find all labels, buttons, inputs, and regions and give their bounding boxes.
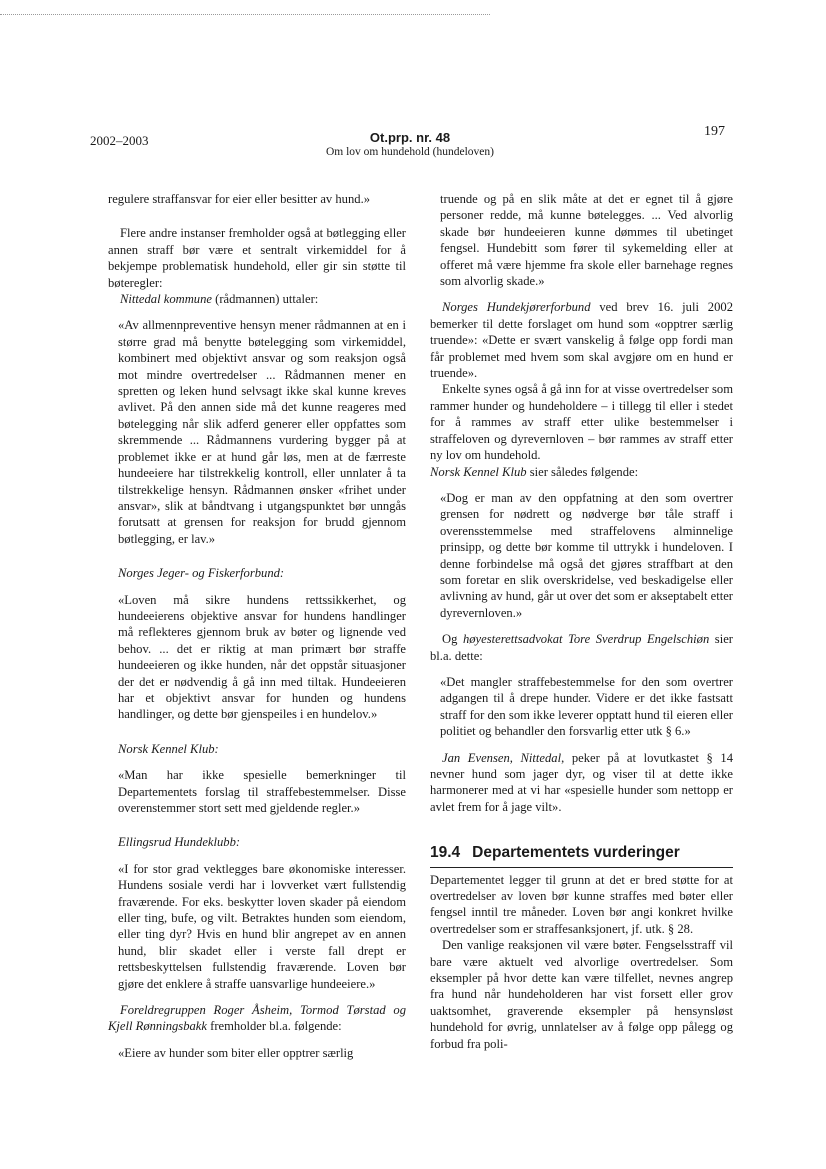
section-heading	[430, 845, 733, 867]
paragraph-nittedal-intro: Nittedal kommune (rådmannen) uttaler:	[120, 292, 319, 307]
paragraph-departementet-2: Den vanlige reaksjonen vil være bøter. Fengselsstraff vil bare være aktuelt ved alvorlige overtredelser. Som eksempler på hvor dette kan være tilfellet, nevnes angrep fra hund når hundeholderen har vist forsett eller grov uaktsomhet, graverende eksempler på hensynsløst hundehold for øvrig, unnlatelser av å følge opp pålegg og forbud fra poli-	[430, 938, 733, 1051]
quote-nittedal: «Av allmennpreventive hensyn mener rådmannen at en i større grad må benytte bøtelegging som virkemiddel, kombinert med objektivt ansvar og som reaksjon også mot mindre overtredelser ... Rådmannen mener en spretten og leken hund selvsagt ikke skal kunne kreves avlivet. På den annen side må det kunne reageres med bøtelegging når slik adferd generer eller oppfattes som skremmende ... Rådmannens vurdering bygger på at problemet ikke er at hund går løs, men at de færreste hundeeiere har tilstrekkelig kontroll, eller unnlater å ta tilstrekkelige hensyn. Rådmannen ønsker «frihet under ansvar», slik at båndtvang i utgangspunktet bør unngås forutsatt at grensen for reaksjon for brudd gjennom bøtlegging, er lav.»	[118, 318, 406, 546]
header-period: 2002–2003	[90, 133, 149, 148]
source-jeger-fisker: Norges Jeger- og Fiskerforbund:	[118, 566, 285, 581]
source-foreldregruppen: Foreldregruppen Roger Åsheim, Tormod Tørstad og Kjell Rønningsbakk	[108, 1003, 406, 1034]
quote-foreldregruppen-start: «Eiere av hunder som biter eller opptrer særlig	[118, 1045, 354, 1060]
quote-jeger-fisker: «Loven må sikre hundens rettssikkerhet, og hundeeierens objektive ansvar for hundens handlinger må reflekteres gjennom bruk av bøter og lignende ved behov. ... det er riktig at man primært bør straffe hundeeieren og ikke hunden, når det oppstår situasjoner der det er nødvendig å gå inn med tiltak. Hundeeieren har et objektivt ansvar for hunden og hundens handlinger, og dette bør gjenspeiles i en hundelov.»	[118, 592, 406, 722]
paragraph-foreldregruppen: Foreldregruppen Roger Åsheim, Tormod Tørstad og Kjell Rønningsbakk fremholder bl.a. følgende:	[108, 1003, 406, 1034]
paragraph-nkk-intro: Norsk Kennel Klub sier således følgende:	[430, 464, 639, 479]
paragraph-advokat-intro: Og høyesterettsadvokat Tore Sverdrup Engelschiøn sier bl.a. dette:	[430, 632, 733, 663]
source-evensen: Jan Evensen, Nittedal	[442, 750, 562, 765]
quote-ellingsrud: «I for stor grad vektlegges bare økonomiske interesser. Hundens sosiale verdi har i lovverket vært fullstendig fraværende. For eks. beskytter loven skader på eiendom eller ting, bufe, og vilt. Betraktes hunden som eiendom, eller ting dyr? Hvis en hund blir angrepet av en annen hund, blir skadet eller i verste fall drept er rettsbeskyttelsen fullstendig fraværende. Loven bør gjøre det enklere å straffe uansvarlige hundeeiere.»	[118, 861, 406, 991]
paragraph-evensen: Jan Evensen, Nittedal, peker på at lovutkastet § 14 nevner hund som jager dyr, og viser til at dette ikke harmonerer med at vi har «spesielle hunder som nettopp er avlet frem for å jage vilt».	[430, 750, 733, 814]
quote-norsk-kennel-klub-2: «Dog er man av den oppfatning at den som overtrer grensen for nødrett og nødverge bør tåle straff i overensstemmelse med straffelovens alminnelige prinsipp, og dette bør komme til uttrykk i hundeloven. I denne forbindelse må også det gjøres straffbart at den som foretar en slik overskridelse, ved beskadigelse eller avlivning av hund, går ut over det som er akseptabelt etter dyrevernloven.»	[440, 490, 733, 620]
document-subtitle: Om lov om hundehold (hundeloven)	[325, 146, 494, 158]
document-title: Ot.prp. nr. 48	[369, 130, 451, 145]
source-hundekjorerforbund: Norges Hundekjørerforbund	[442, 300, 591, 315]
scan-artifact-line	[0, 14, 490, 15]
paragraph-regulere: regulere straffansvar for eier eller besitter av hund.»	[108, 192, 371, 206]
quote-norsk-kennel-klub: «Man har ikke spesielle bemerkninger til Departementets forslag til straffebestemmelser. Disse overenstemmer stort sett med gjeldende regler.»	[118, 768, 406, 815]
left-column	[108, 191, 406, 1061]
paragraph-departementet-1: Departementet legger til grunn at det er bred støtte for at overtredelser av loven bør kunne straffes med bøter eller fengsel inntil tre måneder. Loven bør angi konkret hvilke overtredelser som er straffesanksjonert, jf. utk. § 28.	[430, 872, 733, 936]
section-title: Departementets vurderinger	[472, 844, 680, 862]
source-ellingsrud: Ellingsrud Hundeklubb:	[118, 835, 241, 850]
paragraph-flere-instanser: Flere andre instanser fremholder også at bøtlegging eller annen straff bør være et sentralt virkemiddel for å bekjempe problematisk hundehold, eller gir sin støtte til bøteregler:	[108, 226, 406, 290]
paragraph-enkelte: Enkelte synes også å gå inn for at visse overtredelser som rammer hunder og hundeholdere – i tillegg til eller i stedet for å rammes av straff etter ulike bestemmelser i straffeloven og dyrevernloven – bør rammes av straff etter ny lov om hundehold.	[430, 382, 733, 463]
paragraph-hundekjorerforbund: Norges Hundekjørerforbund ved brev 16. juli 2002 bemerker til dette forslaget om hund som «opptrer særlig truende»: «Dette er svært vanskelig å følge opp fordi man får problemet med hvem som skal avgjøre om en hund er truende».	[430, 300, 733, 381]
section-number: 19.4	[430, 844, 461, 862]
source-norsk-kennel-klub-2: Norsk Kennel Klub	[430, 464, 527, 479]
header-center	[280, 130, 540, 158]
page-number: 197	[704, 124, 725, 139]
quote-engelschion: «Det mangler straffebestemmelse for den som overtrer adgangen til å drepe hunder. Videre er det ikke fastsatt straff for den som ikke leverer opptatt hund til eieren eller politiet og behandler den forsvarlig etter utk § 6.»	[440, 674, 733, 739]
quote-foreldregruppen-end: truende og på en slik måte at det er egnet til å gjøre personer redde, må kunne bøtelegges. ... Ved alvorlig skade bør hundeeieren kunne dømmes til ubetinget fengsel. Hundebitt som fører til sykemelding eller at offeret må være hjemme fra skole eller barnehage regnes som alvorlig skade.»	[440, 192, 733, 289]
source-nittedal: Nittedal kommune	[120, 292, 212, 307]
source-engelschion: høyesterettsadvokat Tore Sverdrup Engelschiøn	[462, 632, 710, 647]
right-column	[430, 191, 733, 1052]
source-norsk-kennel-klub: Norsk Kennel Klub:	[118, 741, 219, 756]
